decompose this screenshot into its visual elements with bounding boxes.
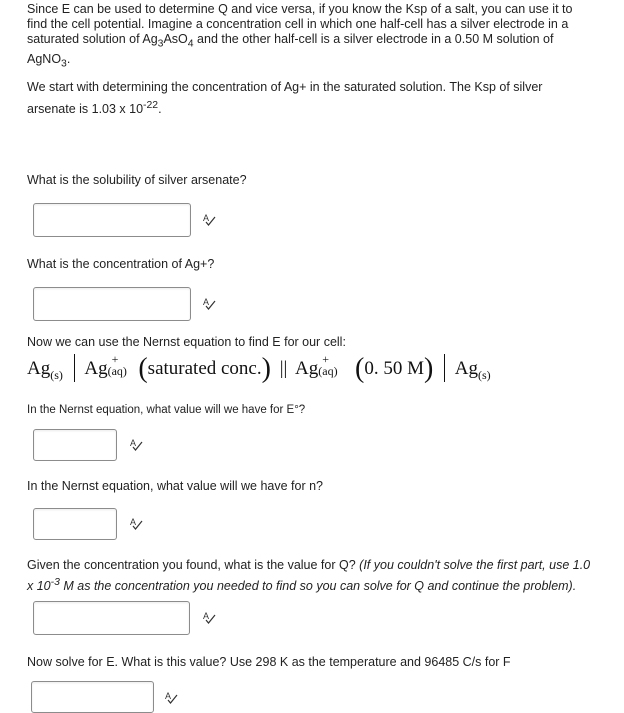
eq-ag-1: Ag [27, 358, 51, 379]
ksp-paragraph [27, 80, 617, 117]
intro-line-1: Since E can be used to determine Q and vice versa, if you know the Ksp of a salt, you can use it to [27, 2, 573, 16]
q-value-input-box[interactable] [33, 601, 190, 635]
q5-line-1: Given the concentration you found, what is the value for Q? (If you couldn't solve the first part, use 1.0 [27, 558, 591, 572]
spellcheck-icon[interactable] [164, 690, 178, 704]
question-q-value [27, 558, 622, 594]
solubility-input[interactable] [34, 204, 190, 236]
intro-paragraph [27, 2, 622, 71]
svg-text:A: A [130, 438, 137, 448]
svg-text:A: A [130, 517, 137, 527]
cell-notation-equation: $Ag_{(s)}$ Ag + (aq) (saturated conc.) || Ag + (aq) (0. 50 M) $Ag_{(s)}$ [27, 352, 491, 384]
eq-aq-2: (aq) [318, 364, 338, 378]
spellcheck-icon[interactable] [202, 296, 216, 310]
ksp-line-2: arsenate is 1.03 x $10^{-22}$. [27, 100, 162, 117]
eq-ag-4: Ag [454, 358, 478, 379]
e-standard-input-box[interactable] [33, 429, 117, 461]
eq-conc: 0. 50 M [364, 358, 424, 379]
question-e-standard: In the Nernst equation, what value will we have for E°? [27, 404, 306, 416]
intro-line-2: find the cell potential. Imagine a concentration cell in which one half-cell has a silver electrode in a [27, 17, 569, 31]
nernst-intro: Now we can use the Nernst equation to find E for our cell: [27, 335, 346, 349]
question-ag-concentration: What is the concentration of Ag+? [27, 257, 215, 271]
ksp-line-1: We start with determining the concentration of Ag+ in the saturated solution. The Ksp of silver [27, 80, 543, 94]
n-value-input[interactable] [34, 509, 116, 539]
eq-s-2: (s) [478, 367, 491, 382]
eq-ag-2: Ag [84, 358, 108, 379]
ag-concentration-input[interactable] [34, 288, 190, 320]
q5-line-2: x $10^{-3}$ M as the concentration you needed to find so you can solve for Q and continue the problem). [27, 577, 577, 594]
eq-ag-3: Ag [295, 358, 319, 379]
eq-s-1: (s) [50, 367, 63, 382]
eq-salt-bridge: || [279, 358, 288, 379]
eq-aq-1: (aq) [107, 364, 127, 378]
spellcheck-icon[interactable] [202, 610, 216, 624]
question-e-value: Now solve for E. What is this value? Use 298 K as the temperature and 96485 C/s for F [27, 655, 511, 669]
eq-plus-2: + [322, 352, 330, 366]
e-value-input-box[interactable] [31, 681, 154, 713]
intro-line-3: saturated solution of $Ag_3AsO_4$ and the other half-cell is a silver electrode in a 0.50 M solution of [27, 32, 554, 50]
svg-text:A: A [203, 611, 210, 621]
svg-text:A: A [165, 691, 172, 701]
spellcheck-icon[interactable] [129, 437, 143, 451]
svg-text:A: A [203, 213, 210, 223]
spellcheck-icon[interactable] [202, 212, 216, 226]
solubility-input-box[interactable] [33, 203, 191, 237]
ag-concentration-input-box[interactable] [33, 287, 191, 321]
intro-line-4: AgNO$_3$. [27, 51, 71, 69]
question-solubility: What is the solubility of silver arsenate? [27, 173, 247, 187]
e-standard-input[interactable] [34, 430, 116, 460]
svg-text:A: A [203, 297, 210, 307]
eq-saturated: saturated conc. [147, 358, 262, 379]
question-n-value: In the Nernst equation, what value will we have for n? [27, 479, 324, 493]
spellcheck-icon[interactable] [129, 516, 143, 530]
n-value-input-box[interactable] [33, 508, 117, 540]
eq-plus-1: + [111, 352, 119, 366]
q-value-input[interactable] [34, 602, 189, 634]
e-value-input[interactable] [32, 682, 153, 712]
eq-phase-bar-1 [74, 354, 75, 382]
eq-phase-bar-2 [444, 354, 445, 382]
